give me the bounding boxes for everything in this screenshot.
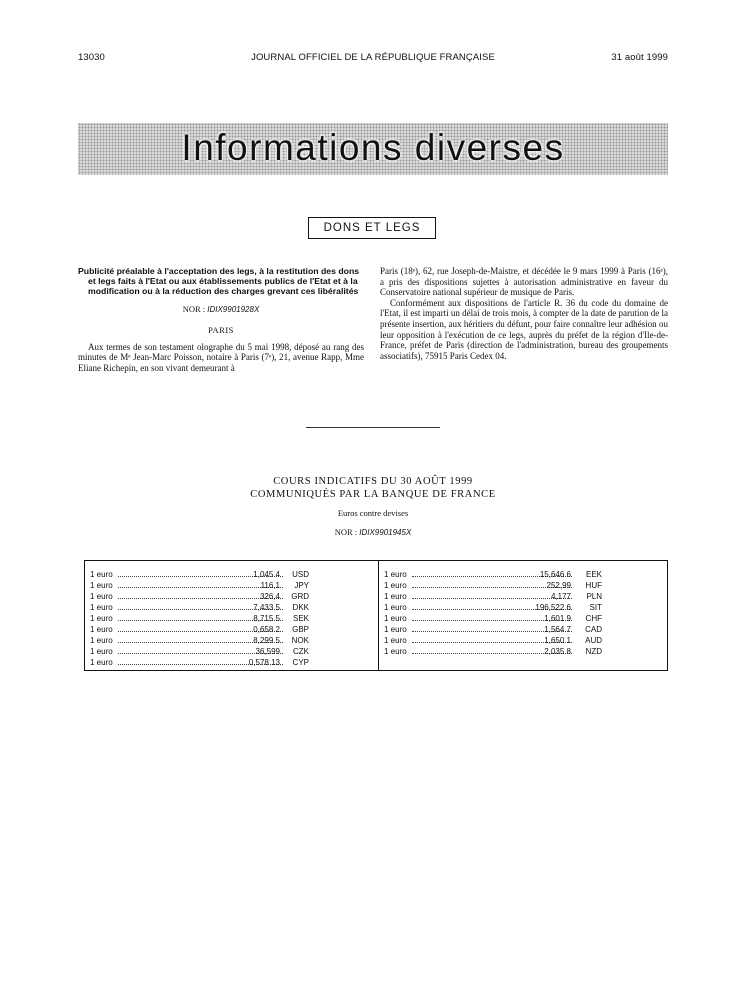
rate-label: 1 euro [90,614,113,623]
currency-code: CHF [585,614,602,623]
article-right-column [380,266,668,361]
rate-row [90,613,370,624]
rate-row [384,635,662,646]
rate-label: 1 euro [384,570,407,579]
banner-title: Informations diverses [181,127,565,168]
rates-left-column [90,569,370,668]
rate-row [384,569,662,580]
rates-title-2: COMMUNIQUÉS PAR LA BANQUE DE FRANCE [250,489,496,500]
rates-subtitle: Euros contre devises [337,508,409,518]
rate-row [90,580,370,591]
currency-code: GRD [291,592,309,601]
rate-label: 1 euro [384,603,407,612]
currency-code: SEK [292,614,309,623]
rate-row [384,591,662,602]
rate-label: 1 euro [384,581,407,590]
currency-code: EEK [585,570,602,579]
rate-label: 1 euro [90,603,113,612]
exchange-rates-table [84,560,668,671]
article-nor [78,304,364,316]
rate-row [90,657,370,668]
rates-title-1: COURS INDICATIFS DU 30 AOÛT 1999 [273,476,473,487]
rate-value: 36,599 [255,647,280,656]
rate-label: 1 euro [90,570,113,579]
rate-label: 1 euro [90,636,113,645]
currency-code: PLN [586,592,602,601]
article-paragraph-2: Conformément aux dispositions de l'article R. 36 du code du domaine de l'Etat, il est imparti un délai de trois mois, à compter de la date de parution de la présente insertion, aux héritiers du défunt, pour faire connaître leur adhésion ou leur opposition à l'exécution de ce legs, auprès du préfet de la région d'Ile-de-France, préfet de Paris (direction de l'administration, bureau des groupements associatifs), 75915 Paris Cedex 04. [380,297,668,361]
rate-label: 1 euro [90,658,113,667]
journal-title: JOURNAL OFFICIEL DE LA RÉPUBLIQUE FRANÇAISE [251,52,495,63]
rate-value: 1,650 1 [544,636,571,645]
article-left-column [78,267,364,373]
currency-code: CZK [293,647,309,656]
rate-label: 1 euro [384,592,407,601]
rate-row [90,569,370,580]
rate-label: 1 euro [90,625,113,634]
rate-value: 4,177 [550,592,571,601]
rate-label: 1 euro [384,647,407,656]
rate-row [90,602,370,613]
rates-right-column [384,569,662,657]
rate-label: 1 euro [384,636,407,645]
rate-row [384,613,662,624]
rate-value: 116,1 [260,581,280,590]
rate-value: 1,045 4 [253,570,280,579]
currency-code: DKK [292,603,309,612]
rates-heading [78,475,668,537]
rate-value: 15,646 6 [539,570,571,579]
nor-code: IDIX9901928X [207,305,260,315]
currency-code: HUF [585,581,602,590]
article-city: PARIS [208,324,234,335]
currency-code: AUD [585,636,602,645]
currency-code: NOK [291,636,309,645]
currency-code: USD [292,570,309,579]
currency-code: JPY [294,581,309,590]
currency-code: CAD [585,625,602,634]
rate-value: 1,564 7 [544,625,571,634]
nor-code: IDIX9901945X [359,528,412,537]
page-number: 13030 [78,52,105,63]
rate-value: 0,578 13 [248,658,280,667]
rate-label: 1 euro [384,614,407,623]
rate-value: 0,658 2 [253,625,280,634]
section-banner [78,123,668,175]
rate-value: 8,299 5 [253,636,280,645]
rate-row [384,624,662,635]
rate-value: 1,601 9 [544,614,571,623]
rate-row [384,580,662,591]
article-paragraph-1: Aux termes de son testament olographe du 5 mai 1998, déposé au rang des minutes de Mᵉ Jean-Marc Poisson, notaire à Paris (7ᵉ), 21, avenue Rapp, Mme Eliane Richepin, en son vivant demeurant à [78,341,364,373]
rate-value: 252,99 [546,581,571,590]
page-header [78,52,668,66]
nor-label: NOR : [182,304,208,315]
rate-row [384,646,662,657]
issue-date: 31 août 1999 [611,52,668,63]
nor-label: NOR : [334,527,360,537]
rate-row [90,624,370,635]
rates-nor [78,527,668,537]
currency-code: CYP [292,658,309,667]
rate-row [384,602,662,613]
separator-rule [306,427,440,428]
rate-value: 2,035 8 [544,647,571,656]
currency-code: NZD [585,647,602,656]
article-heading: Publicité préalable à l'acceptation des legs, à la restitution des dons et legs faits à l'Etat ou aux établissements publics de l'Etat et à la modification ou à la réduction des charges grevant ces libéralités [78,266,360,296]
rate-value: 8,715 5 [253,614,280,623]
rate-label: 1 euro [384,625,407,634]
rate-row [90,591,370,602]
rate-value: 326,4 [259,592,280,601]
rate-label: 1 euro [90,581,113,590]
article-paragraph-1-continued: Paris (18ᵉ), 62, rue Joseph-de-Maistre, et décédée le 9 mars 1999 à Paris (16ᵉ), a pris des dispositions sujettes à autorisation administrative en faveur du Conservatoire national supérieur de musique de Paris. [380,266,668,298]
section-title-box: DONS ET LEGS [308,217,436,239]
rate-label: 1 euro [90,592,113,601]
table-column-divider [378,561,379,670]
rate-label: 1 euro [90,647,113,656]
rate-row [90,646,370,657]
currency-code: GBP [292,625,309,634]
rate-row [90,635,370,646]
rate-value: 7,433 5 [253,603,280,612]
rate-value: 196,522 6 [535,603,571,612]
currency-code: SIT [589,603,602,612]
